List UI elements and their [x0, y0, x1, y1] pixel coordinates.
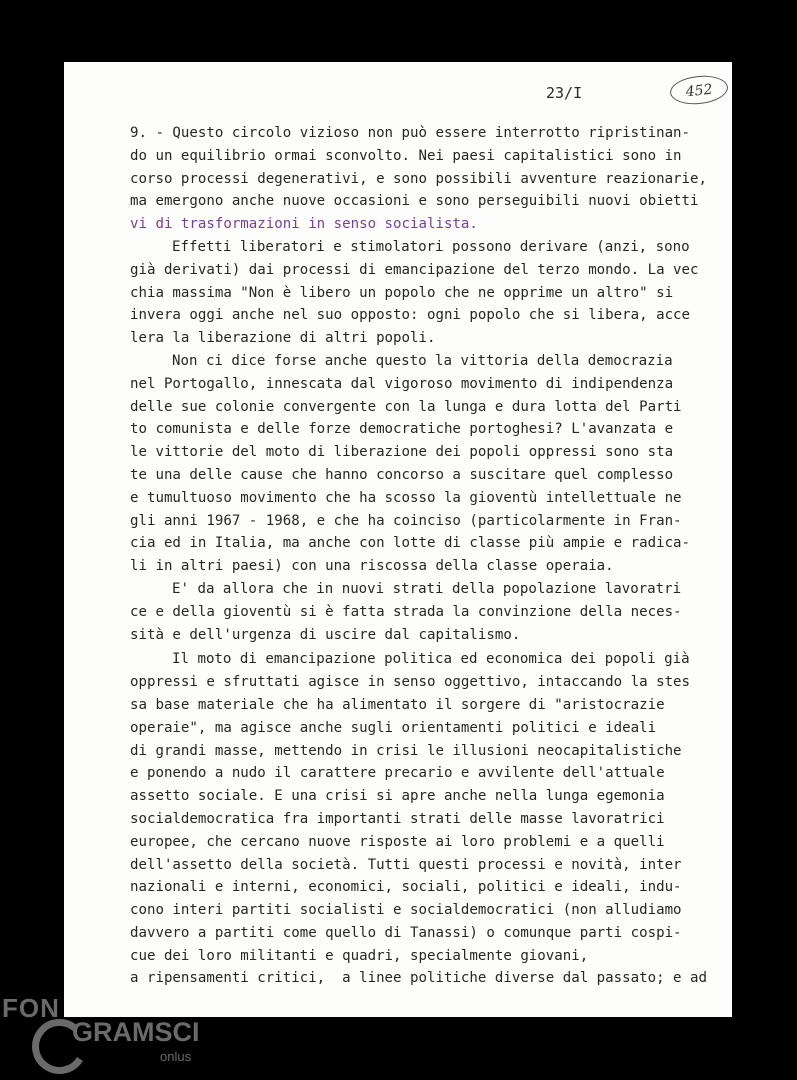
text-line: oppressi e sfruttati agisce in senso oggettivo, intaccando la stes [130, 674, 691, 691]
text-line: e tumultuoso movimento che ha scosso la gioventù intellettuale ne [130, 489, 682, 506]
document-body [130, 122, 720, 990]
text-line: vi di trasformazioni in senso socialista. [130, 216, 478, 233]
text-line: operaie", ma agisce anche sugli orientamenti politici e ideali [130, 719, 657, 736]
text-line: Non ci dice forse anche questo la vittoria della democrazia [172, 352, 673, 369]
text-line: chia massima "Non è libero un popolo che ne opprime un altro" si [130, 284, 674, 301]
text-line: te una delle cause che hanno concorso a suscitare quel complesso [130, 466, 674, 483]
text-line: gli anni 1967 - 1968, e che ha coinciso (particolarmente in Fran- [130, 512, 682, 529]
text-line: dell'assetto della società. Tutti questi processi e novità, inter [130, 856, 682, 873]
text-line: a ripensamenti critici, a linee politiche diverse dal passato; e ad [130, 970, 707, 987]
text-line: 9. - Questo circolo vizioso non può essere interrotto ripristinan- [130, 125, 691, 141]
paragraph-4 [130, 578, 720, 646]
paragraph-5 [130, 648, 720, 990]
text-line: E' da allora che in nuovi strati della popolazione lavoratri [172, 580, 682, 597]
text-line: assetto sociale. E una crisi si apre anche nella lunga egemonia [130, 788, 665, 805]
text-line: lera la liberazione di altri popoli. [130, 330, 436, 347]
text-line: ma emergono anche nuove occasioni e sono perseguibili nuovi obietti [130, 193, 699, 210]
text-line: le vittorie del moto di liberazione dei popoli oppressi sono sta [130, 444, 674, 461]
folio-stamp: 452 [669, 73, 730, 107]
text-line: delle sue colonie convergente con la lunga e dura lotta del Parti [130, 398, 682, 415]
paragraph-2 [130, 236, 720, 350]
page-number: 23/I [546, 84, 583, 102]
text-line: davvero a partiti come quello di Tanassi) o comunque parti cospi- [130, 924, 682, 941]
text-line: e ponendo a nudo il carattere precario e avvilente dell'attuale [130, 765, 665, 782]
text-line: invera oggi anche nel suo opposto: ogni popolo che si libera, acce [130, 307, 691, 324]
text-line: cue dei loro militanti e quadri, specialmente giovani, [130, 947, 589, 964]
watermark-fon: FON [2, 993, 60, 1023]
text-line: cia ed in Italia, ma anche con lotte di classe più ampie e radica- [130, 535, 691, 552]
text-line: già derivati) dai processi di emancipazione del terzo mondo. La vec [130, 261, 699, 278]
watermark-onlus: onlus [160, 1049, 192, 1064]
text-line: to comunista e delle forze democratiche portoghesi? L'avanzata e [130, 421, 674, 438]
watermark-gramsci: GRAMSCI [72, 1017, 200, 1047]
text-line: ce e della gioventù si è fatta strada la convinzione della neces- [130, 603, 682, 620]
text-line: sa base materiale che ha alimentato il sorgere di "aristocrazie [130, 696, 665, 713]
text-line: Il moto di emancipazione politica ed economica dei popoli già [172, 651, 690, 668]
paragraph-1 [130, 122, 720, 236]
text-line: nazionali e interni, economici, sociali, politici e ideali, indu- [130, 879, 682, 896]
text-line: li in altri paesi) con una riscossa della classe operaia. [130, 558, 614, 575]
text-line: socialdemocratica fra importanti strati delle masse lavoratrici [130, 810, 665, 827]
text-line: cono interi partiti socialisti e socialdemocratici (non alludiamo [130, 902, 682, 919]
paragraph-3 [130, 350, 720, 578]
fondazione-gramsci-watermark [0, 985, 220, 1080]
text-line: europee, che cercano nuove risposte ai loro problemi e a quelli [130, 833, 665, 850]
text-line: Effetti liberatori e stimolatori possono derivare (anzi, sono [172, 238, 690, 255]
text-line: sità e dell'urgenza di uscire dal capitalismo. [130, 626, 521, 643]
text-line: corso processi degenerativi, e sono possibili avventure reazionarie, [130, 170, 707, 187]
text-line: nel Portogallo, innescata dal vigoroso movimento di indipendenza [130, 375, 674, 392]
document-page [64, 62, 732, 1017]
text-line: di grandi masse, mettendo in crisi le illusioni neocapitalistiche [130, 742, 682, 759]
text-line: do un equilibrio ormai sconvolto. Nei paesi capitalistici sono in [130, 147, 682, 164]
